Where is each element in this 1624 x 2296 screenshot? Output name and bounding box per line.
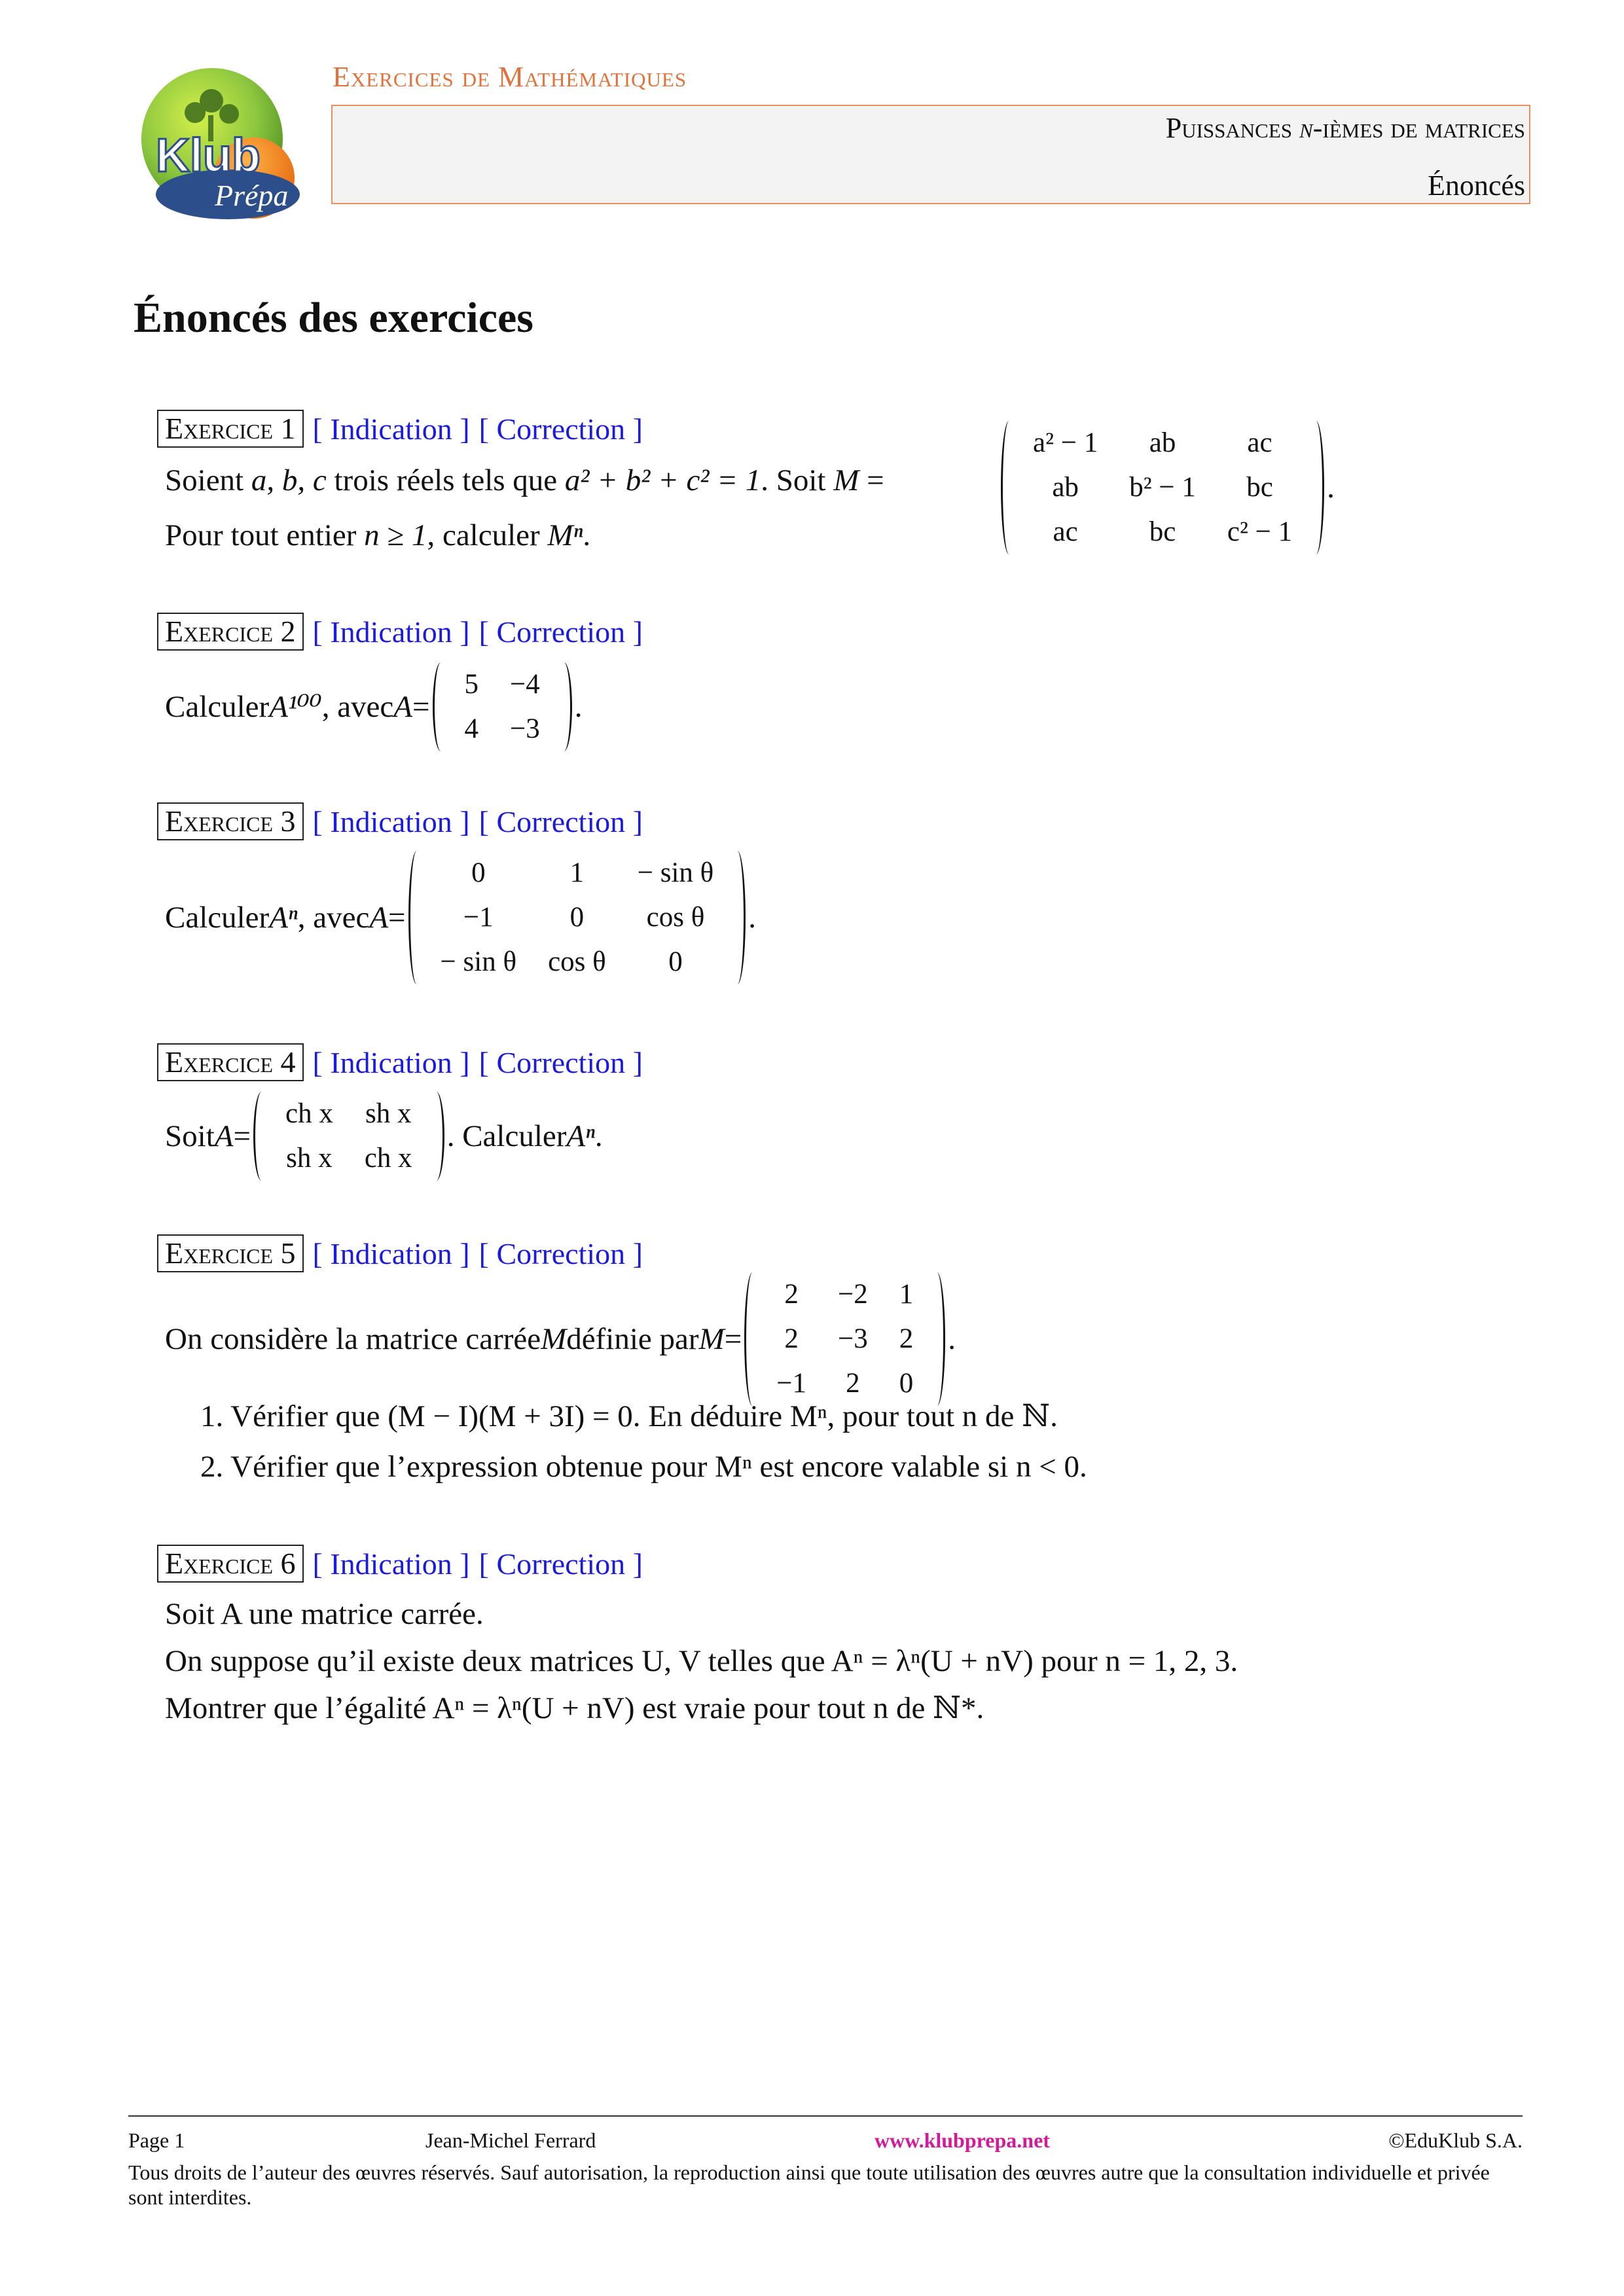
footer-author: Jean-Michel Ferrard (425, 2128, 596, 2152)
exercise-6-correction-link[interactable]: [ Correction ] (478, 1547, 643, 1581)
klubprepa-logo (117, 60, 313, 232)
exercise-1-correction-link[interactable]: [ Correction ] (478, 412, 643, 446)
exercise-6-label: Exercice 6 (157, 1545, 304, 1583)
exercise-5-indication-link[interactable]: [ Indication ] (312, 1236, 470, 1270)
exercise-6-indication-link[interactable]: [ Indication ] (312, 1547, 470, 1581)
exercise-2-statement: Calculer A¹⁰⁰ , avec A = 5 −4 4 −3 . (165, 662, 583, 751)
exercise-2-correction-link[interactable]: [ Correction ] (478, 615, 643, 649)
exercise-4-header (157, 1042, 643, 1081)
exercise-6-line-2: On suppose qu’il existe deux matrices U, V telles que Aⁿ = λⁿ(U + nV) pour n = 1, 2, 3. (165, 1644, 1238, 1678)
exercise-1-label: Exercice 1 (157, 410, 304, 448)
series-title: Exercices de Mathématiques (333, 61, 687, 93)
exercise-1-header (157, 408, 643, 448)
exercise-1-indication-link[interactable]: [ Indication ] (312, 412, 470, 446)
exercise-3-matrix: 0 1 − sin θ −1 0 cos θ − sin θ cos θ 0 (408, 851, 746, 984)
page-title: Énoncés des exercices (134, 294, 533, 342)
exercise-3-header (157, 801, 643, 840)
topic-subtitle: Énoncés (1427, 170, 1525, 202)
exercise-1-line-2: Pour tout entier n ≥ 1, calculer Mⁿ. (165, 518, 591, 552)
footer-rights-note: Tous droits de l’auteur des œuvres réservés. Sauf autorisation, la reproduction ainsi que toute utilisation des œuvres autre que la consultation individuelle et privée sont interdites. (128, 2161, 1490, 2209)
exercise-4-label: Exercice 4 (157, 1043, 304, 1081)
exercise-4-indication-link[interactable]: [ Indication ] (312, 1045, 470, 1079)
exercise-3-statement: Calculer Aⁿ , avec A = 0 1 − sin θ −1 0 cos θ − sin θ cos θ 0 . (165, 851, 756, 984)
logo-klub-text: Klub (156, 130, 261, 182)
footer-page: Page 1 (128, 2128, 185, 2152)
footer-copyright: ©EduKlub S.A. (1388, 2128, 1523, 2152)
logo-prepa-text: Prépa (215, 179, 289, 212)
exercise-3-correction-link[interactable]: [ Correction ] (478, 804, 643, 838)
exercise-4-correction-link[interactable]: [ Correction ] (478, 1045, 643, 1079)
exercise-4-statement: Soit A = ch x sh x sh x ch x . Calculer Aⁿ . (165, 1092, 603, 1181)
exercise-5-statement: On considère la matrice carrée M définie par M = 2 −2 1 2 −3 2 −1 2 0 . (165, 1272, 956, 1406)
exercise-5-matrix: 2 −2 1 2 −3 2 −1 2 0 (744, 1272, 945, 1406)
exercise-6-line-3: Montrer que l’égalité Aⁿ = λⁿ(U + nV) est vraie pour tout n de ℕ*. (165, 1691, 984, 1725)
exercise-1-matrix-wrap: a² − 1 ab ac ab b² − 1 bc ac bc c² − 1 . (998, 421, 1335, 554)
footer-site-link[interactable]: www.klubprepa.net (875, 2128, 1050, 2152)
footer-rule (128, 2115, 1523, 2117)
exercise-2-matrix: 5 −4 4 −3 (433, 662, 572, 751)
exercise-5-header (157, 1233, 643, 1272)
exercise-1-matrix: a² − 1 ab ac ab b² − 1 bc ac bc c² − 1 (1001, 421, 1324, 554)
exercise-2-label: Exercice 2 (157, 613, 304, 651)
exercise-2-header (157, 611, 643, 651)
exercise-3-indication-link[interactable]: [ Indication ] (312, 804, 470, 838)
exercise-1-line-1: Soient a, b, c trois réels tels que a² + b² + c² = 1. Soit M = (165, 463, 884, 497)
exercise-5-item-1: 1. Vérifier que (M − I)(M + 3I) = 0. En déduire Mⁿ, pour tout n de ℕ. (200, 1399, 1058, 1433)
exercise-6-header (157, 1543, 643, 1583)
exercise-5-item-2: 2. Vérifier que l’expression obtenue pour Mⁿ est encore valable si n < 0. (200, 1450, 1087, 1484)
exercise-4-matrix: ch x sh x sh x ch x (253, 1092, 444, 1181)
exercise-3-label: Exercice 3 (157, 802, 304, 840)
topic-title: Puissances n-ièmes de matrices (1165, 112, 1525, 144)
exercise-5-label: Exercice 5 (157, 1234, 304, 1272)
exercise-6-line-1: Soit A une matrice carrée. (165, 1597, 484, 1631)
exercise-2-indication-link[interactable]: [ Indication ] (312, 615, 470, 649)
exercise-5-correction-link[interactable]: [ Correction ] (478, 1236, 643, 1270)
